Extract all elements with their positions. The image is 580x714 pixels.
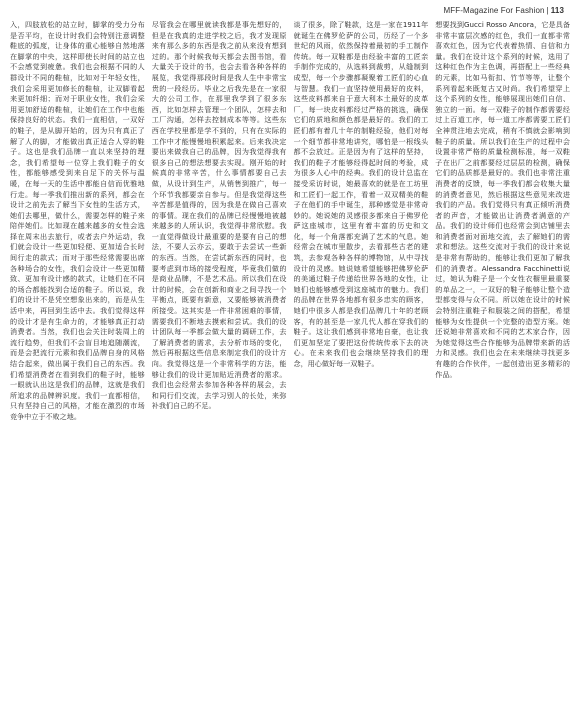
paragraph: 想要找到Gucci Rosso Ancora，它是具备非常丰富层次感的红色，我们一直都非常喜欢红色，因为它代表着热情、自信和力量。我们在设计这个系列的时候，选用了这种红色作为主色调，再搭配上一些经典的元素，比如马衔扣、竹节等等，让整个系列看起来既复古又时尚。我们希望穿上这个系列的女性，能够展现出她们自信、独立的一面。每一双鞋子的制作都需要经过上百道工序，每一道工序都需要工匠们全神贯注地去完成，稍有不慎就会影响到鞋子的质量。所以我们在生产的过程中会设置非常严格的质量检测标准，每一双鞋子在出厂之前都要经过层层的检测，确保它们的品质都是最好的。我们也非常注重消费者的反馈，每一季我们都会收集大量的消费者意见，然后根据这些意见来改进我们的产品。我们觉得只有真正倾听消费者的声音，才能做出让消费者满意的产品。我们的设计师们也经常会到店铺里去和消费者面对面地交流，去了解她们的需求和想法。这些交流对于我们的设计来说是非常有帮助的，能够让我们更加了解我们的消费者。Alessandra Facchinetti说过，她认为鞋子是一个女性衣橱里最重要的单品之一，一双好的鞋子能够让整个造型都变得与众不同。所以她在设计的时候会特别注重鞋子和服装之间的搭配，希望能够为女性提供一个完整的造型方案。她还说她非常喜欢和不同的艺术家合作，因为她觉得这些合作能够为品牌带来新的活力和灵感。我们也会在未来继续寻找更多有趣的合作伙伴，一起创造出更多精彩的作品。 (435, 20, 570, 379)
page-number: 113 (550, 6, 564, 15)
running-header (443, 6, 564, 15)
text-column-1 (10, 20, 145, 708)
paragraph: 谈了很多，除了鞋款，这是一家在1911年就诞生在佛罗伦萨的公司，历经了一个多世纪的风雨，依然保持着最初的手工制作传统。每一双鞋都是由经验丰富的工匠亲手制作完成的，从选料到裁剪，从缝制到成型，每一个步骤都凝聚着工匠们的心血与智慧。我们一直坚持使用最好的皮料，这些皮料都来自于意大利本土最好的皮革厂，每一块皮料都经过严格的挑选，确保它们的质地和颜色都是最好的。我们的工匠们都有着几十年的制鞋经验，他们对每一个细节都非常地讲究，哪怕是一根线头都不会放过。正是因为有了这样的坚持，我们的鞋子才能够经得起时间的考验，成为很多人心中的经典。我们的设计总监在接受采访时说，她最喜欢的就是在工坊里和工匠们一起工作，看着一双双精美的鞋子在他们的手中诞生，那种感觉是非常奇妙的。她说她的灵感很多都来自于佛罗伦萨这座城市，这里有着丰富的历史和文化，每一个角落都充满了艺术的气息。她经常会在城市里散步，去看那些古老的建筑，去参观各种各样的博物馆，从中寻找设计的灵感。她说她希望能够把佛罗伦萨的美通过鞋子传递给世界各地的女性，让她们也能够感受到这座城市的魅力。我们的品牌在世界各地都有很多忠实的顾客，她们中很多人都是我们品牌几十年的老顾客，有的甚至是一家几代人都在穿我们的鞋子。这让我们感到非常地自豪，也让我们更加坚定了要把这份传统传承下去的决心。在未来我们也会继续坚持我们的理念，用心做好每一双鞋子。 (293, 20, 429, 368)
paragraph: 尽管我会在哪里就读我都是事先想好的，但是在我真的走进学校之后，我才发现原来有那么多的东西是我之前从来没有想到过的。那个时候我每天都会去图书馆，看大量关于设计的书，也会去看各种各样的展览，我觉得那段时间是我人生中非常宝贵的一段经历。毕业之后我先是在一家很大的公司工作，在那里我学到了很多东西，比如怎样去管理一个团队，怎样去和工厂沟通，怎样去控制成本等等。这些东西在学校里都是学不到的，只有在实际的工作中才能慢慢地积累起来。后来我决定要出来做我自己的品牌，因为我觉得我有很多自己的想法想要去实现。刚开始的时候真的非常辛苦，什么事情都要自己去做，从设计到生产，从销售到推广，每一个环节我都要亲自参与。但是我觉得这些辛苦都是值得的，因为我是在做自己喜欢的事情。现在我们的品牌已经慢慢地被越来越多的人所认识，我觉得非常欣慰。我一直觉得做设计最重要的是要有自己的想法，不要人云亦云，要敢于去尝试一些新的东西。当然，在尝试新东西的同时，也要考虑到市场的接受程度，毕竟我们做的是商业品牌，不是艺术品。所以我们在设计的时候，会在创新和商业之间寻找一个平衡点，既要有新意，又要能够被消费者所接受。这其实是一件非常困难的事情，需要我们不断地去摸索和尝试。我们的设计团队每一季都会做大量的调研工作，去了解消费者的需求，去分析市场的变化，然后再根据这些信息来制定我们的设计方向。我觉得这是一个非常科学的方法，能够让我们的设计更加贴近消费者的需求。我们也会经常去参加各种各样的展会，去和同行们交流，去学习别人的长处，来弥补我们自己的不足。 (151, 20, 287, 411)
paragraph: 入，四肢放松的站立时，脚掌的受力分布是否平均，在设计时我们会特别注意调整鞋底的弧度，让身体的重心能够自然地落在脚掌的中央，这样即使长时间的站立也不会感觉到疲惫。我们也会根据不同的人群设计不同的鞋楦，比如对于年轻女性，我们会采用更加修长的鞋楦，让双脚看起来更加纤细；而对于职业女性，我们会采用更加舒适的鞋楦，让她们在工作中也能保持良好的状态。我们一直相信，一双好的鞋子，是从脚开始的，因为只有真正了解了人的脚，才能做出真正适合人穿的鞋子。这也是我们品牌一直以来坚持的理念，我们希望每一位穿上我们鞋子的女性，都能够感受到来自足下的关怀与温暖，在每一天的生活中都能自信而优雅地行走。每一季我们推出新的系列，都会在设计之前先去了解当下女性的生活方式，她们去哪里，做什么，需要怎样的鞋子来陪伴她们。比如现在越来越多的女性会选择在周末出去旅行，或者去户外运动，我们就会设计一些更加轻便、更加适合长时间行走的款式；而对于那些经常需要出席各种场合的女性，我们会设计一些更加精致、更加有设计感的款式，让她们在不同的场合都能找到合适的鞋子。所以说，我们的设计不是凭空想象出来的，而是从生活中来，再回到生活中去。我们觉得这样的设计才是有生命力的，才能够真正打动消费者。当然，我们也会关注时装周上的流行趋势，但我们不会盲目地追随潮流，而是会把流行元素和我们品牌自身的风格结合起来，做出属于我们自己的东西。我们希望消费者在看到我们的鞋子时，能够一眼就认出这是我们的品牌，这就是我们所追求的品牌辨识度。我们一直都相信，只有坚持自己的风格，才能在激烈的市场竞争中立于不败之地。 (10, 20, 145, 421)
text-column-2 (152, 20, 287, 708)
article-body (10, 20, 570, 708)
magazine-title: MFF-Magazine For Fashion (443, 6, 545, 15)
header-separator: | (546, 6, 549, 15)
text-column-4 (435, 20, 570, 708)
text-column-3 (294, 20, 429, 708)
